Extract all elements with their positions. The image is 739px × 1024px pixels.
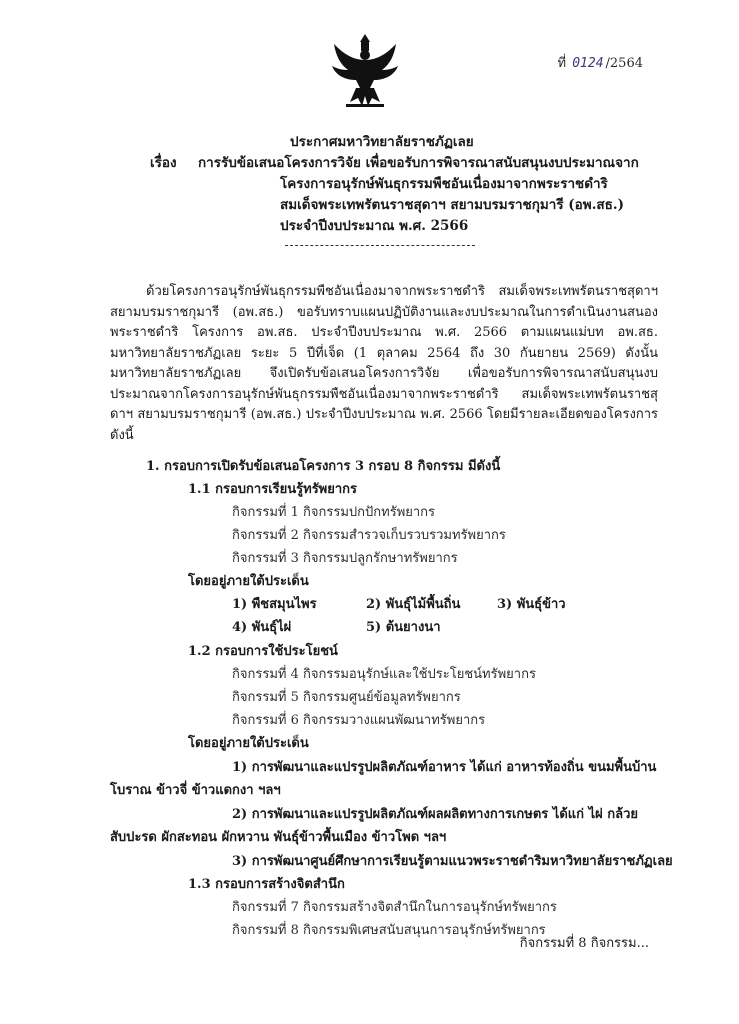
doc-number-handwritten: 0124: [572, 56, 604, 71]
topic-food-line-1: 1) การพัฒนาและแปรรูปผลิตภัณฑ์อาหาร ได้แก่ อาหารท้องถิ่น ขนมพื้นบ้าน: [232, 760, 657, 775]
activity-4: กิจกรรมที่ 4 กิจกรรมอนุรักษ์และใช้ประโยชน์ทรัพยากร: [232, 667, 536, 682]
topic-yang-na: 5) ต้นยางนา: [366, 620, 441, 635]
doc-number-prefix: ที่: [557, 56, 567, 71]
topic-bamboo: 4) พันธุ์ไผ่: [232, 620, 292, 635]
title-divider: [285, 245, 475, 246]
subject-line-3: สมเด็จพระเทพรัตนราชสุดาฯ สยามบรมราชกุมารี (อพ.สธ.): [280, 197, 624, 213]
title-block: [150, 132, 670, 237]
intro-paragraph: [110, 282, 658, 446]
topic-learning-center: 3) การพัฒนาศูนย์ศึกษาการเรียนรู้ตามแนวพระราชดำริมหาวิทยาลัยราชภัฏเลย: [232, 854, 673, 869]
section-1-3-heading: 1.3 กรอบการสร้างจิตสำนึก: [188, 877, 345, 892]
topic-agri-line-1: 2) การพัฒนาและแปรรูปผลิตภัณฑ์ผลผลิตทางการเกษตร ได้แก่ ไผ่ กล้วย: [232, 807, 639, 822]
activity-2: กิจกรรมที่ 2 กิจกรรมสำรวจเก็บรวบรวมทรัพยากร: [232, 528, 506, 543]
garuda-emblem-icon: [330, 30, 400, 110]
topic-agri-line-2: สับปะรด ผักสะทอน ผักหวาน พันธุ์ข้าวพื้นเมือง ข้าวโพด ฯลฯ: [110, 830, 447, 845]
subject-line-4: ประจำปีงบประมาณ พ.ศ. 2566: [280, 218, 469, 234]
activity-8: กิจกรรมที่ 8 กิจกรรมพิเศษสนับสนุนการอนุรักษ์ทรัพยากร: [232, 923, 546, 938]
doc-number-suffix: /2564: [605, 56, 643, 71]
subject-line-1: การรับข้อเสนอโครงการวิจัย เพื่อขอรับการพิจารณาสนับสนุนงบประมาณจาก: [198, 155, 639, 171]
section-1-heading: 1. กรอบการเปิดรับข้อเสนอโครงการ 3 กรอบ 8 กิจกรรม มีดังนี้: [146, 459, 501, 474]
document-number: [558, 52, 644, 73]
activity-3: กิจกรรมที่ 3 กิจกรรมปลูกรักษาทรัพยากร: [232, 551, 458, 566]
topic-herbs: 1) พืชสมุนไพร: [232, 597, 317, 612]
announcement-org: ประกาศมหาวิทยาลัยราชภัฏเลย: [290, 134, 474, 150]
topic-local-plants: 2) พันธุ์ไม้พื้นถิ่น: [366, 597, 461, 612]
activity-5: กิจกรรมที่ 5 กิจกรรมศูนย์ข้อมูลทรัพยากร: [232, 690, 461, 705]
topic-rice: 3) พันธุ์ข้าว: [497, 597, 566, 612]
activity-1: กิจกรรมที่ 1 กิจกรรมปกปักทรัพยากร: [232, 505, 436, 520]
under-topics-2: โดยอยู่ภายใต้ประเด็น: [188, 736, 309, 751]
subject-line-2: โครงการอนุรักษ์พันธุกรรมพืชอันเนื่องมาจากพระราชดำริ: [280, 176, 608, 192]
continued-marker: กิจกรรมที่ 8 กิจกรรม...: [519, 936, 649, 951]
subject-row: [150, 153, 670, 174]
intro-text: ด้วยโครงการอนุรักษ์พันธุกรรมพืชอันเนื่องมาจากพระราชดำริ สมเด็จพระเทพรัตนราชสุดาฯ สยามบรมราชกุมารี (อพ.สธ.) ขอรับทราบแผนปฏิบัติงานและงบประมาณในการดำเนินงานสนองพระราชดำริ โครงการ อพ.สธ. ประจำปีงบประมาณ พ.ศ. 2566 ตามแผนแม่บท อพ.สธ. มหาวิทยาลัยราชภัฏเลย ระยะ 5 ปีที่เจ็ด (1 ตุลาคม 2564 ถึง 30 กันยายน 2569) ดังนั้น มหาวิทยาลัยราชภัฏเลย จึงเปิดรับข้อเสนอโครงการวิจัย เพื่อขอรับการพิจารณาสนับสนุนงบประมาณจากโครงการอนุรักษ์พันธุกรรมพืชอันเนื่องมาจากพระราชดำริ สมเด็จพระเทพรัตนราชสุดาฯ สยามบรมราชกุมารี (อพ.สธ.) ประจำปีงบประมาณ พ.ศ. 2566 โดยมีรายละเอียดของโครงการ ดังนี้: [110, 284, 658, 443]
section-1-2-heading: 1.2 กรอบการใช้ประโยชน์: [188, 644, 338, 659]
section-1-1-heading: 1.1 กรอบการเรียนรู้ทรัพยากร: [188, 482, 358, 497]
under-topics-1: โดยอยู่ภายใต้ประเด็น: [188, 574, 309, 589]
subject-label: เรื่อง: [150, 155, 177, 171]
activity-7: กิจกรรมที่ 7 กิจกรรมสร้างจิตสำนึกในการอนุรักษ์ทรัพยากร: [232, 900, 557, 915]
activity-6: กิจกรรมที่ 6 กิจกรรมวางแผนพัฒนาทรัพยากร: [232, 713, 486, 728]
topic-food-line-2: โบราณ ข้าวจี่ ข้าวแดกงา ฯลฯ: [110, 783, 281, 798]
